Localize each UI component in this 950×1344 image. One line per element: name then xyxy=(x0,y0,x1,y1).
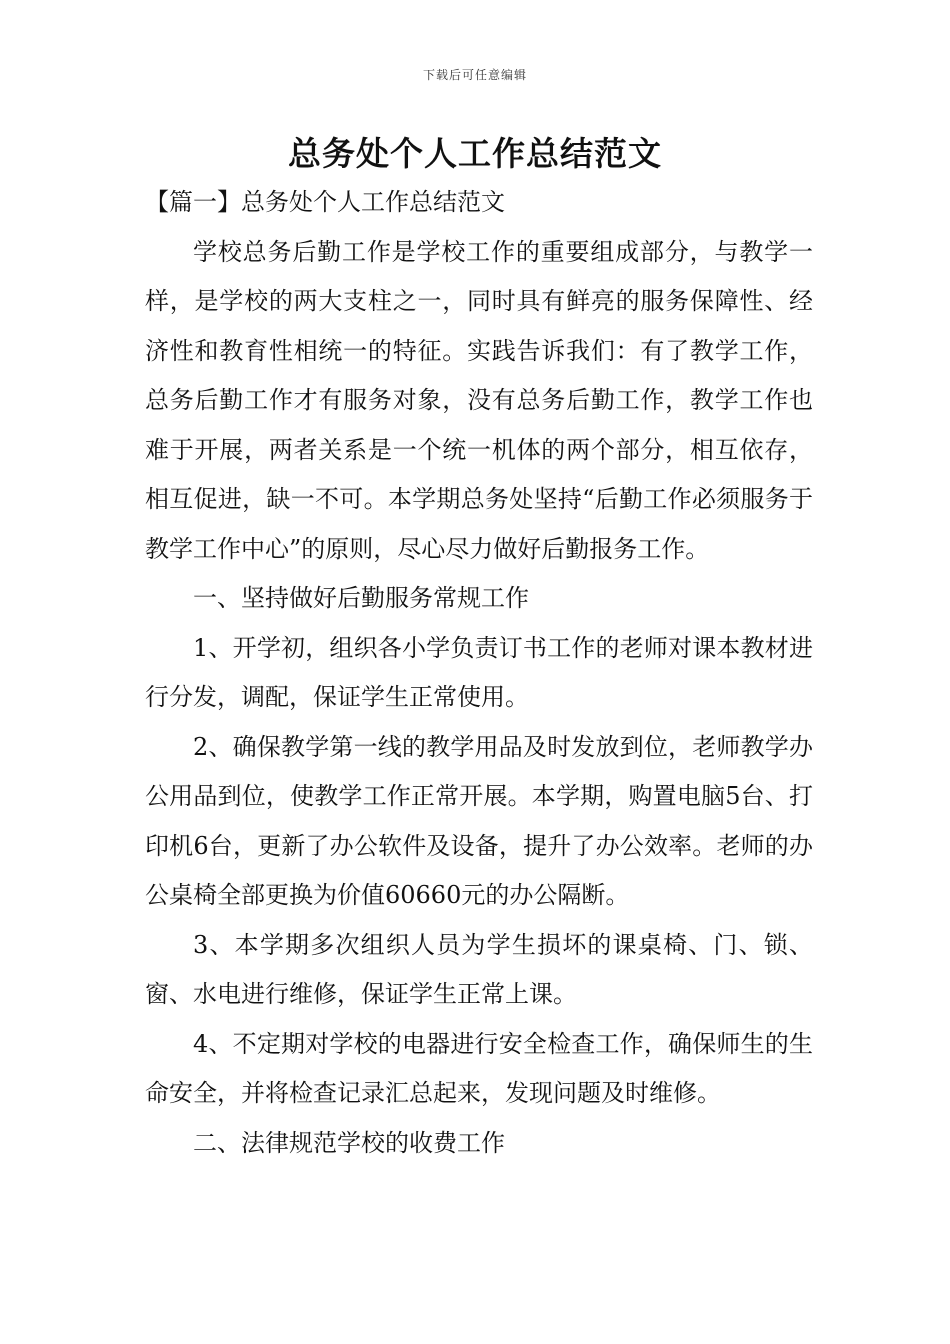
heading-section-two: 二、法律规范学校的收费工作 xyxy=(193,1128,505,1157)
heading-section-one: 一、坚持做好后勤服务常规工作 xyxy=(193,584,529,612)
paragraph-item-4: 4、不定期对学校的电器进行安全检查工作，确保师生的生命安全，并将检查记录汇总起来，发现问题及时维修。 xyxy=(145,1029,813,1107)
section-subtitle: 【篇一】总务处个人工作总结范文 xyxy=(145,188,505,216)
document-body xyxy=(145,178,813,1168)
paragraph-item-2: 2、确保教学第一线的教学用品及时发放到位，老师教学办公用品到位，使教学工作正常开展。本学期，购置电脑5台、打印机6台，更新了办公软件及设备，提升了办公效率。老师的办公桌椅全部更换为价值60660元的办公隔断。 xyxy=(145,732,813,909)
paragraph-item-3: 3、本学期多次组织人员为学生损坏的课桌椅、门、锁、窗、水电进行维修，保证学生正常上课。 xyxy=(145,930,813,1008)
paragraph-item-1: 1、开学初，组织各小学负责订书工作的老师对课本教材进行分发，调配，保证学生正常使用。 xyxy=(145,633,813,711)
header-note: 下载后可任意编辑 xyxy=(422,68,527,82)
document-title: 总务处个人工作总结范文 xyxy=(288,134,662,173)
paragraph-intro: 学校总务后勤工作是学校工作的重要组成部分，与教学一样，是学校的两大支柱之一，同时具有鲜亮的服务保障性、经济性和教育性相统一的特征。实践告诉我们：有了教学工作，总务后勤工作才有服务对象，没有总务后勤工作，教学工作也难于开展，两者关系是一个统一机体的两个部分，相互依存，相互促进，缺一不可。本学期总务处坚持“后勤工作必须服务于教学工作中心”的原则，尽心尽力做好后勤报务工作。 xyxy=(145,237,813,563)
